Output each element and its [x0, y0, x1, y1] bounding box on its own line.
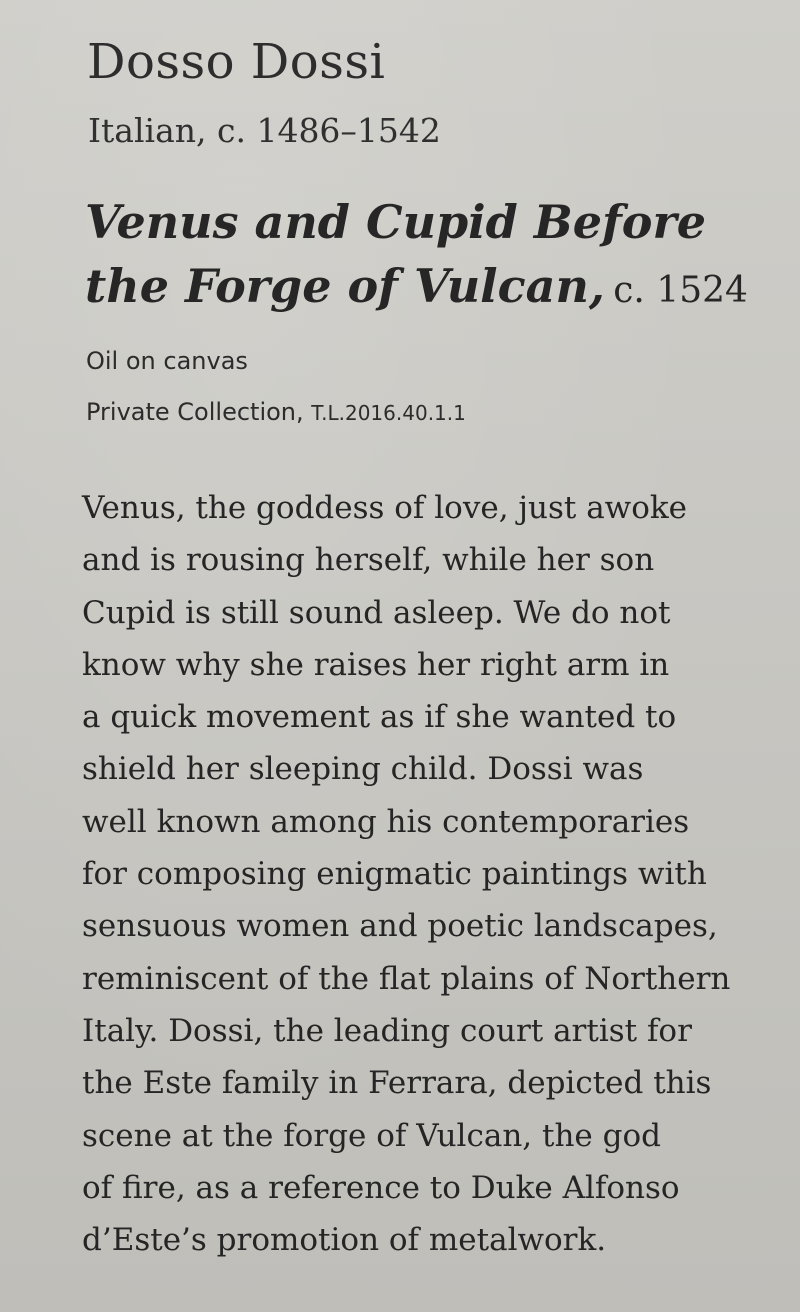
collection-name: Private Collection,: [86, 398, 304, 426]
artist-nationality-dates: Italian, c. 1486–1542: [88, 111, 441, 150]
artwork-medium: Oil on canvas: [86, 347, 248, 375]
description-line: and is rousing herself, while her son: [82, 542, 655, 579]
description-line: Italy. Dossi, the leading court artist for: [82, 1012, 692, 1049]
collection-line: [86, 398, 466, 426]
description-line: know why she raises her right arm in: [82, 646, 670, 683]
description-line: shield her sleeping child. Dossi was: [82, 751, 644, 788]
description-line: of fire, as a reference to Duke Alfonso: [82, 1169, 680, 1206]
description-line: scene at the forge of Vulcan, the god: [82, 1117, 661, 1154]
description-line: the Este family in Ferrara, depicted this: [82, 1065, 712, 1102]
artist-name: Dosso Dossi: [87, 34, 386, 90]
artwork-description: [82, 482, 762, 1266]
artwork-title-line-2-wrapper: [85, 254, 775, 326]
description-line: a quick movement as if she wanted to: [82, 699, 677, 736]
description-line: well known among his contemporaries: [82, 803, 690, 840]
description-line: reminiscent of the flat plains of Northern: [82, 960, 731, 997]
description-line: for composing enigmatic paintings with: [82, 856, 707, 893]
artwork-title-line-2: the Forge of Vulcan,: [85, 259, 605, 313]
artwork-title: [85, 190, 775, 326]
artwork-date: c. 1524: [613, 270, 748, 311]
artwork-title-line-1: Venus and Cupid Before: [85, 195, 706, 249]
accession-number: T.L.2016.40.1.1: [311, 401, 466, 425]
description-line: sensuous women and poetic landscapes,: [82, 908, 718, 945]
description-line: d’Este’s promotion of metalwork.: [82, 1222, 607, 1259]
description-line: Venus, the goddess of love, just awoke: [82, 490, 688, 526]
description-line: Cupid is still sound asleep. We do not: [82, 594, 671, 631]
